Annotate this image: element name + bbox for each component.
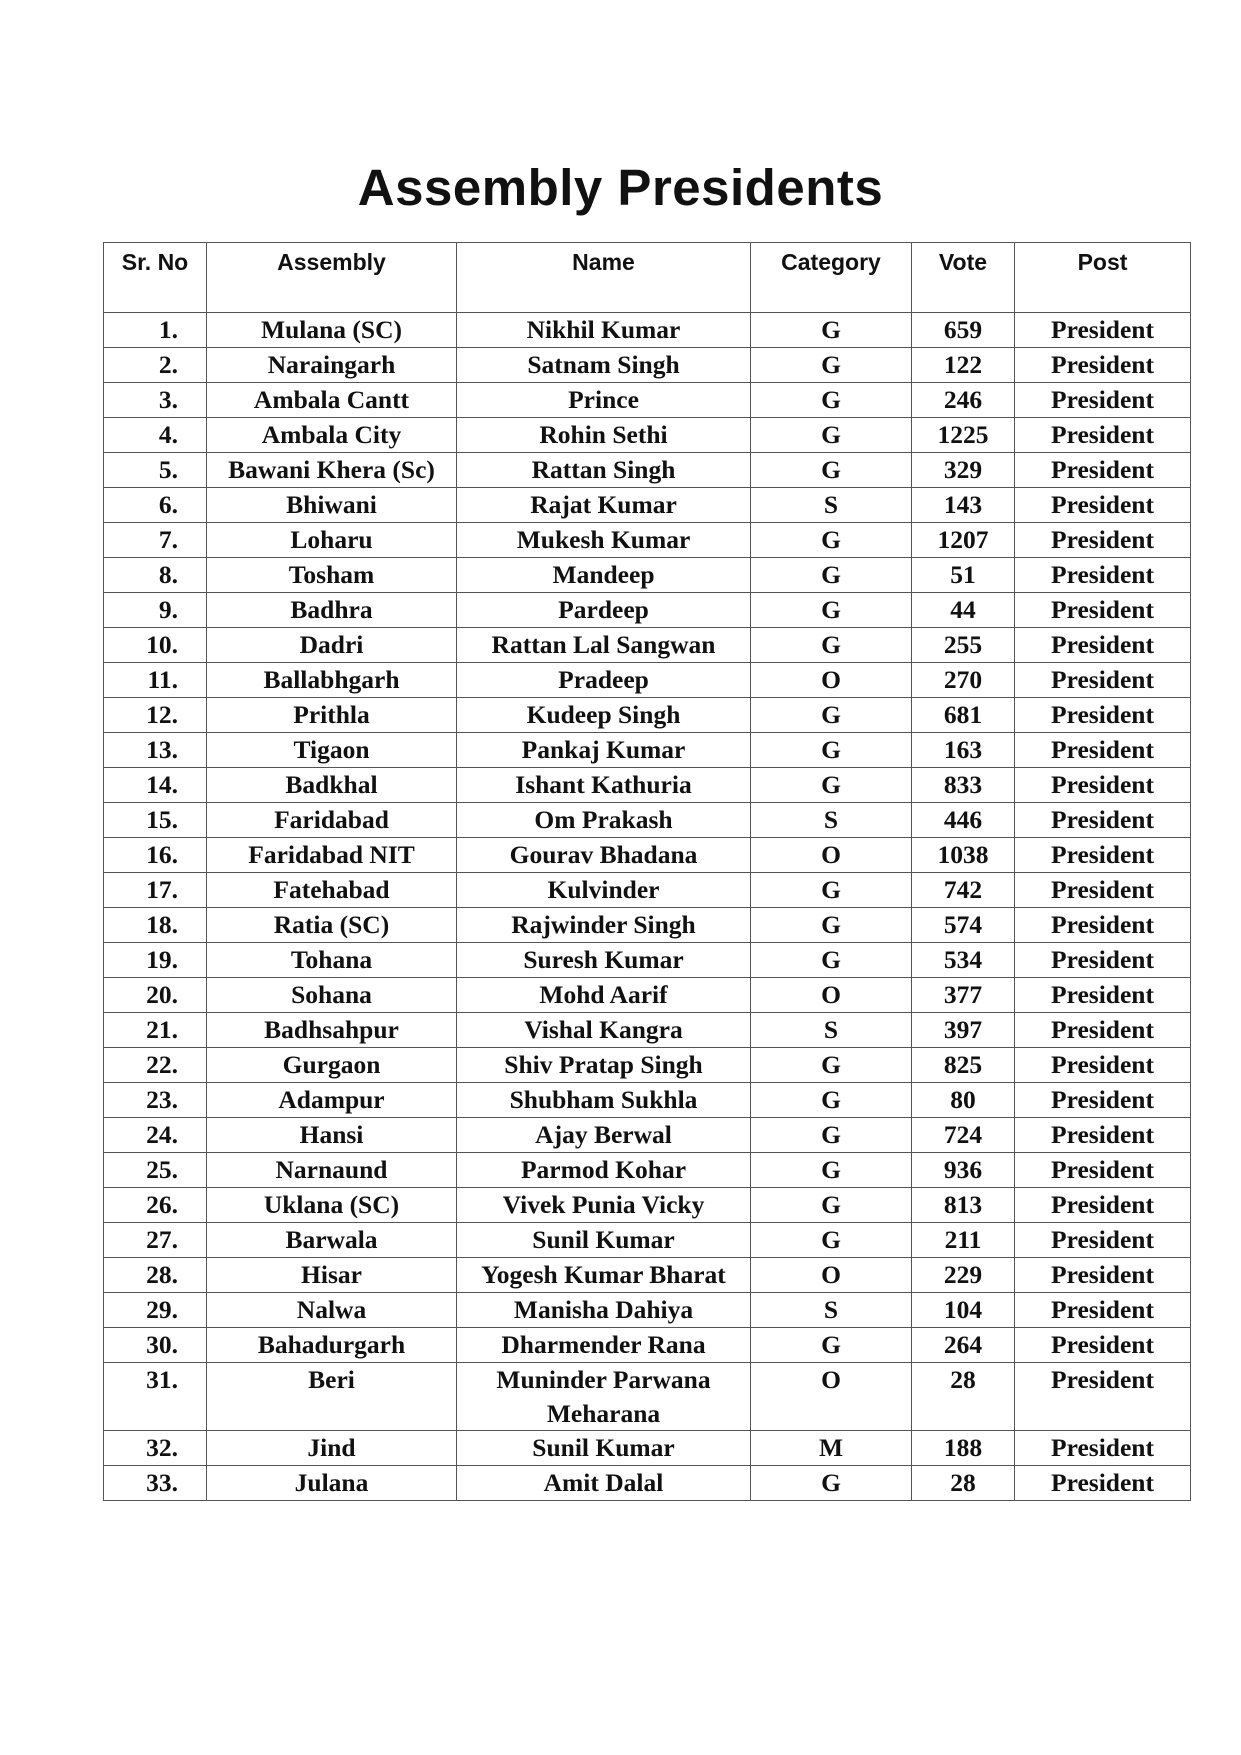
cell-assembly: Hansi bbox=[207, 1118, 457, 1153]
cell-post: President bbox=[1015, 1223, 1191, 1258]
table-row bbox=[104, 628, 1191, 663]
cell-vote: 724 bbox=[912, 1118, 1015, 1153]
cell-vote: 28 bbox=[912, 1466, 1015, 1501]
cell-post: President bbox=[1015, 1293, 1191, 1328]
cell-sr-no: 4. bbox=[104, 418, 207, 453]
cell-post: President bbox=[1015, 1431, 1191, 1466]
cell-name: Rajwinder Singh bbox=[457, 908, 751, 943]
cell-post: President bbox=[1015, 1153, 1191, 1188]
table-row bbox=[104, 768, 1191, 803]
cell-assembly: Badhsahpur bbox=[207, 1013, 457, 1048]
cell-name: Yogesh Kumar Bharat bbox=[457, 1258, 751, 1293]
header-assembly: Assembly bbox=[207, 243, 457, 313]
table-row bbox=[104, 698, 1191, 733]
table-row bbox=[104, 1293, 1191, 1328]
cell-post: President bbox=[1015, 1188, 1191, 1223]
cell-vote: 44 bbox=[912, 593, 1015, 628]
cell-category: G bbox=[751, 1188, 912, 1223]
cell-category: G bbox=[751, 1466, 912, 1501]
table-row bbox=[104, 1048, 1191, 1083]
cell-category: G bbox=[751, 873, 912, 908]
cell-assembly: Ambala City bbox=[207, 418, 457, 453]
cell-name: Shubham Sukhla bbox=[457, 1083, 751, 1118]
cell-name: Pradeep bbox=[457, 663, 751, 698]
cell-vote: 104 bbox=[912, 1293, 1015, 1328]
cell-assembly: Tigaon bbox=[207, 733, 457, 768]
cell-assembly: Hisar bbox=[207, 1258, 457, 1293]
table-row bbox=[104, 383, 1191, 418]
cell-assembly: Faridabad bbox=[207, 803, 457, 838]
cell-post: President bbox=[1015, 768, 1191, 803]
cell-post: President bbox=[1015, 663, 1191, 698]
cell-name: Rattan Singh bbox=[457, 453, 751, 488]
cell-name: Suresh Kumar bbox=[457, 943, 751, 978]
cell-category: O bbox=[751, 838, 912, 873]
cell-vote: 833 bbox=[912, 768, 1015, 803]
cell-category: O bbox=[751, 1258, 912, 1293]
cell-assembly: Beri bbox=[207, 1363, 457, 1431]
cell-sr-no: 24. bbox=[104, 1118, 207, 1153]
cell-sr-no: 1. bbox=[104, 313, 207, 348]
cell-vote: 397 bbox=[912, 1013, 1015, 1048]
table-row bbox=[104, 1431, 1191, 1466]
cell-assembly: Barwala bbox=[207, 1223, 457, 1258]
table-body bbox=[104, 313, 1191, 1501]
cell-name: Satnam Singh bbox=[457, 348, 751, 383]
cell-sr-no: 11. bbox=[104, 663, 207, 698]
cell-name: Sunil Kumar bbox=[457, 1431, 751, 1466]
table-row bbox=[104, 1466, 1191, 1501]
cell-vote: 534 bbox=[912, 943, 1015, 978]
cell-sr-no: 31. bbox=[104, 1363, 207, 1431]
cell-vote: 80 bbox=[912, 1083, 1015, 1118]
cell-post: President bbox=[1015, 1466, 1191, 1501]
cell-vote: 163 bbox=[912, 733, 1015, 768]
cell-sr-no: 14. bbox=[104, 768, 207, 803]
cell-post: President bbox=[1015, 313, 1191, 348]
cell-post: President bbox=[1015, 1083, 1191, 1118]
cell-category: G bbox=[751, 1083, 912, 1118]
cell-assembly: Fatehabad bbox=[207, 873, 457, 908]
cell-vote: 264 bbox=[912, 1328, 1015, 1363]
cell-sr-no: 27. bbox=[104, 1223, 207, 1258]
cell-category: G bbox=[751, 418, 912, 453]
cell-sr-no: 19. bbox=[104, 943, 207, 978]
cell-sr-no: 2. bbox=[104, 348, 207, 383]
cell-sr-no: 10. bbox=[104, 628, 207, 663]
cell-name: Manisha Dahiya bbox=[457, 1293, 751, 1328]
cell-assembly: Badkhal bbox=[207, 768, 457, 803]
cell-vote: 329 bbox=[912, 453, 1015, 488]
cell-name: Kulvinder bbox=[457, 873, 751, 908]
cell-vote: 574 bbox=[912, 908, 1015, 943]
cell-assembly: Tohana bbox=[207, 943, 457, 978]
cell-post: President bbox=[1015, 383, 1191, 418]
cell-assembly: Jind bbox=[207, 1431, 457, 1466]
cell-post: President bbox=[1015, 1118, 1191, 1153]
table-row bbox=[104, 943, 1191, 978]
cell-post: President bbox=[1015, 593, 1191, 628]
cell-vote: 377 bbox=[912, 978, 1015, 1013]
cell-sr-no: 28. bbox=[104, 1258, 207, 1293]
cell-sr-no: 12. bbox=[104, 698, 207, 733]
cell-category: G bbox=[751, 733, 912, 768]
cell-name: Amit Dalal bbox=[457, 1466, 751, 1501]
cell-vote: 681 bbox=[912, 698, 1015, 733]
cell-name: Nikhil Kumar bbox=[457, 313, 751, 348]
cell-assembly: Narnaund bbox=[207, 1153, 457, 1188]
cell-vote: 1038 bbox=[912, 838, 1015, 873]
cell-assembly: Bawani Khera (Sc) bbox=[207, 453, 457, 488]
cell-category: O bbox=[751, 1363, 912, 1431]
table-row bbox=[104, 1223, 1191, 1258]
cell-post: President bbox=[1015, 1328, 1191, 1363]
table-header-row bbox=[104, 243, 1191, 313]
cell-vote: 143 bbox=[912, 488, 1015, 523]
cell-category: S bbox=[751, 1293, 912, 1328]
table-row bbox=[104, 733, 1191, 768]
cell-assembly: Loharu bbox=[207, 523, 457, 558]
cell-name: Kudeep Singh bbox=[457, 698, 751, 733]
cell-sr-no: 30. bbox=[104, 1328, 207, 1363]
cell-category: S bbox=[751, 488, 912, 523]
cell-assembly: Ambala Cantt bbox=[207, 383, 457, 418]
header-post: Post bbox=[1015, 243, 1191, 313]
cell-name: Dharmender Rana bbox=[457, 1328, 751, 1363]
cell-assembly: Faridabad NIT bbox=[207, 838, 457, 873]
cell-post: President bbox=[1015, 838, 1191, 873]
cell-post: President bbox=[1015, 628, 1191, 663]
cell-category: S bbox=[751, 1013, 912, 1048]
cell-name: Pankaj Kumar bbox=[457, 733, 751, 768]
cell-post: President bbox=[1015, 803, 1191, 838]
cell-vote: 229 bbox=[912, 1258, 1015, 1293]
cell-category: G bbox=[751, 558, 912, 593]
table-row bbox=[104, 978, 1191, 1013]
cell-sr-no: 23. bbox=[104, 1083, 207, 1118]
cell-assembly: Nalwa bbox=[207, 1293, 457, 1328]
cell-name: Rajat Kumar bbox=[457, 488, 751, 523]
cell-assembly: Gurgaon bbox=[207, 1048, 457, 1083]
cell-post: President bbox=[1015, 1013, 1191, 1048]
cell-vote: 188 bbox=[912, 1431, 1015, 1466]
cell-sr-no: 5. bbox=[104, 453, 207, 488]
cell-vote: 270 bbox=[912, 663, 1015, 698]
cell-assembly: Mulana (SC) bbox=[207, 313, 457, 348]
cell-name: Vishal Kangra bbox=[457, 1013, 751, 1048]
cell-category: G bbox=[751, 908, 912, 943]
cell-name: Prince bbox=[457, 383, 751, 418]
cell-assembly: Bahadurgarh bbox=[207, 1328, 457, 1363]
page-title: Assembly Presidents bbox=[357, 159, 884, 216]
table-row bbox=[104, 418, 1191, 453]
table-row bbox=[104, 558, 1191, 593]
cell-sr-no: 26. bbox=[104, 1188, 207, 1223]
table-row bbox=[104, 908, 1191, 943]
cell-sr-no: 8. bbox=[104, 558, 207, 593]
cell-post: President bbox=[1015, 943, 1191, 978]
cell-name: Muninder Parwana Meharana bbox=[457, 1363, 751, 1431]
cell-post: President bbox=[1015, 873, 1191, 908]
cell-assembly: Dadri bbox=[207, 628, 457, 663]
cell-category: M bbox=[751, 1431, 912, 1466]
cell-assembly: Ratia (SC) bbox=[207, 908, 457, 943]
cell-vote: 211 bbox=[912, 1223, 1015, 1258]
cell-vote: 742 bbox=[912, 873, 1015, 908]
cell-sr-no: 18. bbox=[104, 908, 207, 943]
header-category: Category bbox=[751, 243, 912, 313]
cell-category: G bbox=[751, 1048, 912, 1083]
table-row bbox=[104, 1013, 1191, 1048]
cell-post: President bbox=[1015, 453, 1191, 488]
header-name: Name bbox=[457, 243, 751, 313]
cell-vote: 446 bbox=[912, 803, 1015, 838]
cell-name: Mukesh Kumar bbox=[457, 523, 751, 558]
cell-sr-no: 3. bbox=[104, 383, 207, 418]
cell-category: S bbox=[751, 803, 912, 838]
cell-post: President bbox=[1015, 1363, 1191, 1431]
cell-sr-no: 21. bbox=[104, 1013, 207, 1048]
cell-sr-no: 15. bbox=[104, 803, 207, 838]
cell-post: President bbox=[1015, 348, 1191, 383]
cell-name: Mandeep bbox=[457, 558, 751, 593]
cell-assembly: Bhiwani bbox=[207, 488, 457, 523]
cell-name: Parmod Kohar bbox=[457, 1153, 751, 1188]
cell-post: President bbox=[1015, 1048, 1191, 1083]
table-row bbox=[104, 873, 1191, 908]
cell-vote: 255 bbox=[912, 628, 1015, 663]
header-sr-no: Sr. No bbox=[104, 243, 207, 313]
cell-category: G bbox=[751, 313, 912, 348]
cell-sr-no: 7. bbox=[104, 523, 207, 558]
cell-category: G bbox=[751, 593, 912, 628]
cell-sr-no: 13. bbox=[104, 733, 207, 768]
table-row bbox=[104, 1083, 1191, 1118]
cell-vote: 28 bbox=[912, 1363, 1015, 1431]
cell-vote: 1207 bbox=[912, 523, 1015, 558]
cell-name: Om Prakash bbox=[457, 803, 751, 838]
cell-name: Rattan Lal Sangwan bbox=[457, 628, 751, 663]
cell-vote: 1225 bbox=[912, 418, 1015, 453]
cell-post: President bbox=[1015, 558, 1191, 593]
cell-category: G bbox=[751, 523, 912, 558]
table-row bbox=[104, 348, 1191, 383]
cell-sr-no: 22. bbox=[104, 1048, 207, 1083]
cell-sr-no: 6. bbox=[104, 488, 207, 523]
table-row bbox=[104, 488, 1191, 523]
cell-vote: 813 bbox=[912, 1188, 1015, 1223]
cell-category: G bbox=[751, 383, 912, 418]
table-row bbox=[104, 1363, 1191, 1431]
table-row bbox=[104, 523, 1191, 558]
cell-category: G bbox=[751, 1223, 912, 1258]
cell-assembly: Tosham bbox=[207, 558, 457, 593]
cell-category: G bbox=[751, 453, 912, 488]
cell-post: President bbox=[1015, 523, 1191, 558]
cell-category: G bbox=[751, 348, 912, 383]
cell-sr-no: 16. bbox=[104, 838, 207, 873]
cell-post: President bbox=[1015, 418, 1191, 453]
cell-assembly: Prithla bbox=[207, 698, 457, 733]
cell-post: President bbox=[1015, 733, 1191, 768]
cell-assembly: Adampur bbox=[207, 1083, 457, 1118]
table-row bbox=[104, 1153, 1191, 1188]
table-row bbox=[104, 453, 1191, 488]
cell-category: G bbox=[751, 628, 912, 663]
cell-sr-no: 17. bbox=[104, 873, 207, 908]
cell-vote: 246 bbox=[912, 383, 1015, 418]
cell-vote: 936 bbox=[912, 1153, 1015, 1188]
cell-post: President bbox=[1015, 488, 1191, 523]
cell-post: President bbox=[1015, 978, 1191, 1013]
table-row bbox=[104, 593, 1191, 628]
cell-category: G bbox=[751, 1153, 912, 1188]
cell-sr-no: 29. bbox=[104, 1293, 207, 1328]
header-vote: Vote bbox=[912, 243, 1015, 313]
cell-category: G bbox=[751, 1118, 912, 1153]
cell-post: President bbox=[1015, 908, 1191, 943]
cell-sr-no: 32. bbox=[104, 1431, 207, 1466]
cell-assembly: Ballabhgarh bbox=[207, 663, 457, 698]
cell-sr-no: 20. bbox=[104, 978, 207, 1013]
table-row bbox=[104, 1328, 1191, 1363]
cell-assembly: Julana bbox=[207, 1466, 457, 1501]
cell-category: O bbox=[751, 663, 912, 698]
cell-sr-no: 25. bbox=[104, 1153, 207, 1188]
cell-vote: 825 bbox=[912, 1048, 1015, 1083]
cell-name: Vivek Punia Vicky bbox=[457, 1188, 751, 1223]
presidents-table bbox=[103, 242, 1191, 1501]
cell-assembly: Badhra bbox=[207, 593, 457, 628]
table-row bbox=[104, 663, 1191, 698]
table-row bbox=[104, 803, 1191, 838]
cell-name: Rohin Sethi bbox=[457, 418, 751, 453]
table-row bbox=[104, 313, 1191, 348]
cell-name: Gourav Bhadana bbox=[457, 838, 751, 873]
cell-sr-no: 33. bbox=[104, 1466, 207, 1501]
cell-vote: 51 bbox=[912, 558, 1015, 593]
cell-post: President bbox=[1015, 1258, 1191, 1293]
cell-category: G bbox=[751, 698, 912, 733]
cell-vote: 122 bbox=[912, 348, 1015, 383]
table-row bbox=[104, 1258, 1191, 1293]
cell-assembly: Uklana (SC) bbox=[207, 1188, 457, 1223]
cell-category: G bbox=[751, 768, 912, 803]
cell-vote: 659 bbox=[912, 313, 1015, 348]
cell-name: Mohd Aarif bbox=[457, 978, 751, 1013]
table-row bbox=[104, 1188, 1191, 1223]
cell-assembly: Sohana bbox=[207, 978, 457, 1013]
cell-name: Ishant Kathuria bbox=[457, 768, 751, 803]
cell-category: G bbox=[751, 943, 912, 978]
table-row bbox=[104, 838, 1191, 873]
cell-category: G bbox=[751, 1328, 912, 1363]
cell-assembly: Naraingarh bbox=[207, 348, 457, 383]
cell-post: President bbox=[1015, 698, 1191, 733]
cell-name: Shiv Pratap Singh bbox=[457, 1048, 751, 1083]
cell-name: Pardeep bbox=[457, 593, 751, 628]
cell-name: Ajay Berwal bbox=[457, 1118, 751, 1153]
table-row bbox=[104, 1118, 1191, 1153]
cell-sr-no: 9. bbox=[104, 593, 207, 628]
cell-category: O bbox=[751, 978, 912, 1013]
cell-name: Sunil Kumar bbox=[457, 1223, 751, 1258]
